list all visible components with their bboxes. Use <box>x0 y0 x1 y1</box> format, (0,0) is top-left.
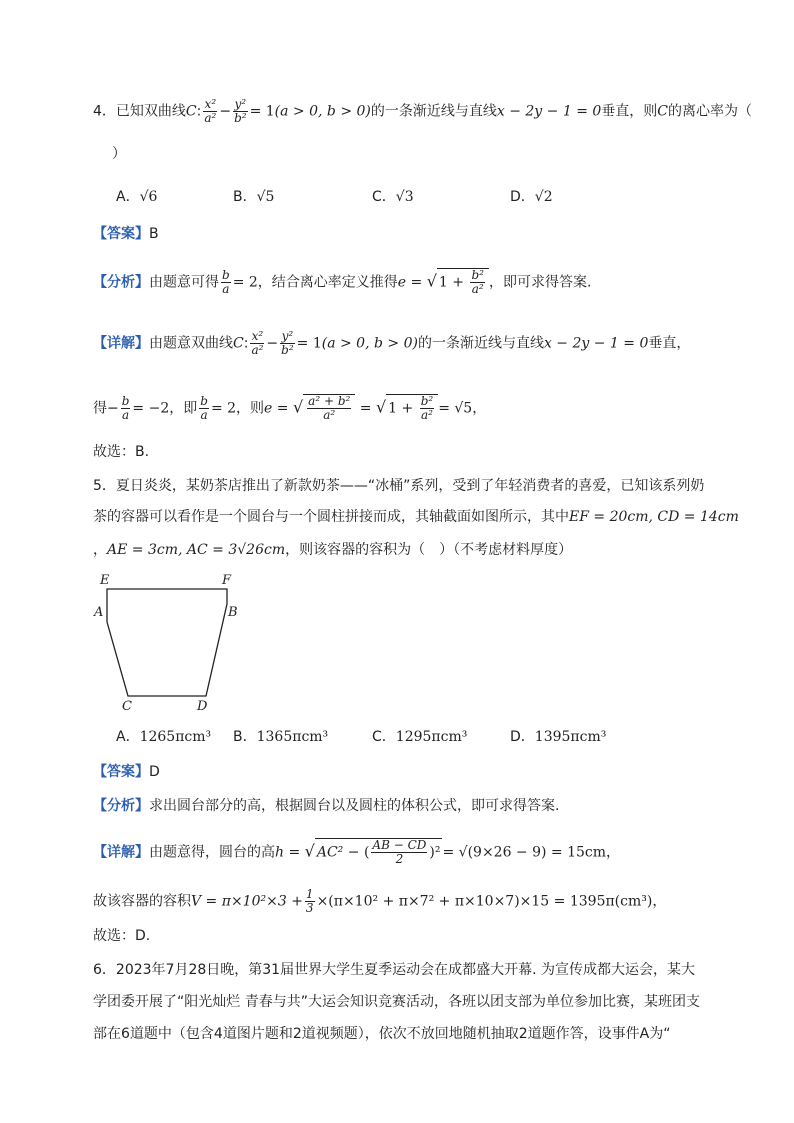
q5-analysis: 【分析】求出圆台部分的高，根据圆台以及圆柱的体积公式，即可求得答案. <box>93 798 560 814</box>
q6-stem-1: 6．2023年7月28日晚，第31届世界大学生夏季运动会在成都盛大开幕. 为宣传成都大运会，某大 <box>93 962 695 978</box>
q5-stem-2: 茶的容器可以看作是一个圆台与一个圆柱拼接而成，其轴截面如图所示，其中EF = 20cm, CD = 14cm <box>93 509 739 525</box>
q5-volume: 故该容器的容积V = π×10²×3 + $\frac{1}{3}$ ×(π×10² + π×7² + π×10×7)×15 = 1395π(cm³)， <box>93 887 667 915</box>
q4-analysis: 【分析】由题意可得 $\frac{b}{a}$ = 2，结合离心率定义推得e = √ 1 + $\frac{\text{b²}}{\text{a²}}$ ，即可求得答案. <box>93 268 592 296</box>
q4-stem-close: ） <box>112 146 126 162</box>
q4-detail: 【详解】由题意双曲线C: $\frac{\text{x²}}{\text{a²}}$ − $\frac{\text{y²}}{\text{b²}}$ = 1(a > 0, b > 0)的一条渐近线与直线x − 2y − 1 = 0垂直， <box>93 329 691 357</box>
q4-answer: 【答案】B <box>93 226 159 242</box>
figure-label-e: E <box>100 573 110 588</box>
figure-label-c: C <box>122 699 132 714</box>
figure-label-b: B <box>228 605 238 620</box>
q5-choose: 故选：D. <box>93 928 151 944</box>
figure-label-a: A <box>94 605 104 620</box>
q4-option-a: A．√6 <box>116 189 158 205</box>
q5-option-a: A．1265πcm³ <box>116 729 212 745</box>
q4-choose: 故选：B. <box>93 444 150 460</box>
q5-option-b: B．1365πcm³ <box>233 729 329 745</box>
q4-detail-2: 得− $\frac{b}{a}$ = −2，即 $\frac{b}{a}$ = 2，则e = √ $\frac{\text{a² + b²}}{\text{a²}}$ = √ 1 + $\frac{\text{b²}}{\text{a²}}$ = √5， <box>93 394 487 422</box>
q4-option-d: D．√2 <box>510 189 553 205</box>
container-cross-section-figure <box>90 568 250 718</box>
figure-label-d: D <box>197 699 208 714</box>
q5-detail: 【详解】由题意得，圆台的高h = √ AC² − ( $\frac{AB - CD}{2}$ )² = √(9×26 − 9) = 15cm， <box>93 838 621 866</box>
q4-stem: 4．已知双曲线C: $\frac{\text{x²}}{\text{a²}}$ − $\frac{\text{y²}}{\text{b²}}$ = 1(a > 0, b > 0)的一条渐近线与直线x − 2y − 1 = 0垂直，则C的离心率为（ <box>93 97 753 125</box>
q4-option-b: B．√5 <box>233 189 275 205</box>
q5-answer: 【答案】D <box>93 764 160 780</box>
figure-label-f: F <box>222 573 232 588</box>
q5-option-c: C．1295πcm³ <box>372 729 468 745</box>
q5-stem-3: ，AE = 3cm, AC = 3√26cm，则该容器的容积为（ ）（不考虑材料厚度） <box>93 542 573 558</box>
figure-outline <box>107 589 227 696</box>
q5-stem-1: 5．夏日炎炎，某奶茶店推出了新款奶茶——“冰桶”系列，受到了年轻消费者的喜爱，已知该系列奶 <box>93 478 705 494</box>
q6-stem-2: 学团委开展了“阳光灿烂 青春与共”大运会知识竞赛活动，各班以团支部为单位参加比赛，某班团支 <box>93 994 700 1010</box>
q6-stem-3: 部在6道题中（包含4道图片题和2道视频题），依次不放回地随机抽取2道题作答，设事件A为“ <box>93 1026 671 1042</box>
q4-option-c: C．√3 <box>372 189 414 205</box>
q5-option-d: D．1395πcm³ <box>510 729 607 745</box>
